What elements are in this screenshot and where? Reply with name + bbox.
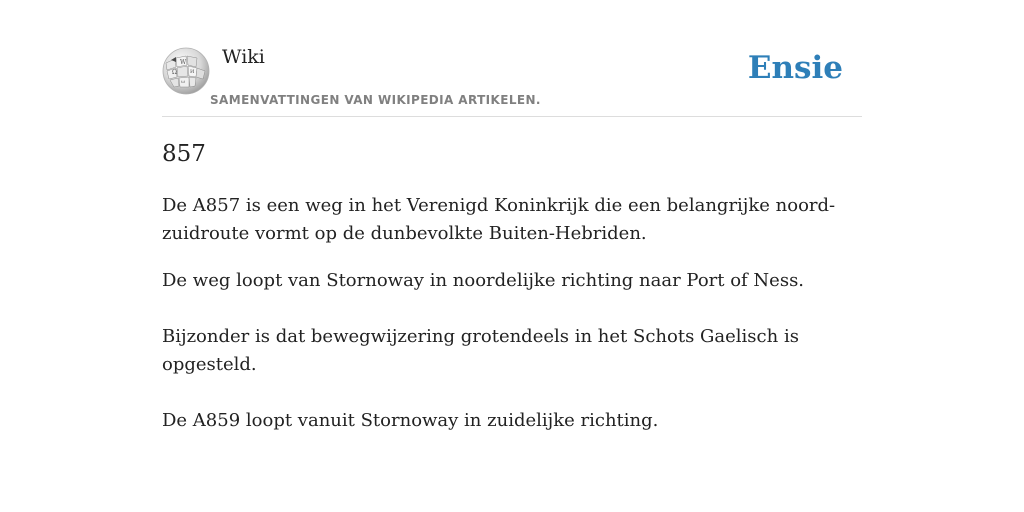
svg-text:И: И xyxy=(190,69,195,75)
article-title: 857 xyxy=(162,141,206,167)
ensie-brand-link[interactable]: Ensie xyxy=(747,50,843,86)
article-paragraph: Bijzonder is dat bewegwijzering grotendeels in het Schots Gaelisch is opgesteld. xyxy=(162,326,799,375)
svg-text:ω: ω xyxy=(181,79,186,85)
wikipedia-globe-icon[interactable] xyxy=(162,47,210,95)
article-paragraph: De A857 is een weg in het Verenigd Koninkrijk die een belangrijke noord-zuidroute vormt op de dunbevolkte Buiten-Hebriden. xyxy=(162,195,836,244)
svg-text:Ω: Ω xyxy=(172,69,177,76)
article-paragraph: De weg loopt van Stornoway in noordelijke richting naar Port of Ness. xyxy=(162,270,805,291)
svg-text:W: W xyxy=(180,59,187,66)
article-content xyxy=(162,138,862,435)
article-paragraph: De A859 loopt vanuit Stornoway in zuidelijke richting. xyxy=(162,410,659,431)
site-tagline: SAMENVATTINGEN VAN WIKIPEDIA ARTIKELEN. xyxy=(210,93,541,107)
site-name[interactable]: Wiki xyxy=(222,46,265,68)
site-header xyxy=(162,40,862,117)
